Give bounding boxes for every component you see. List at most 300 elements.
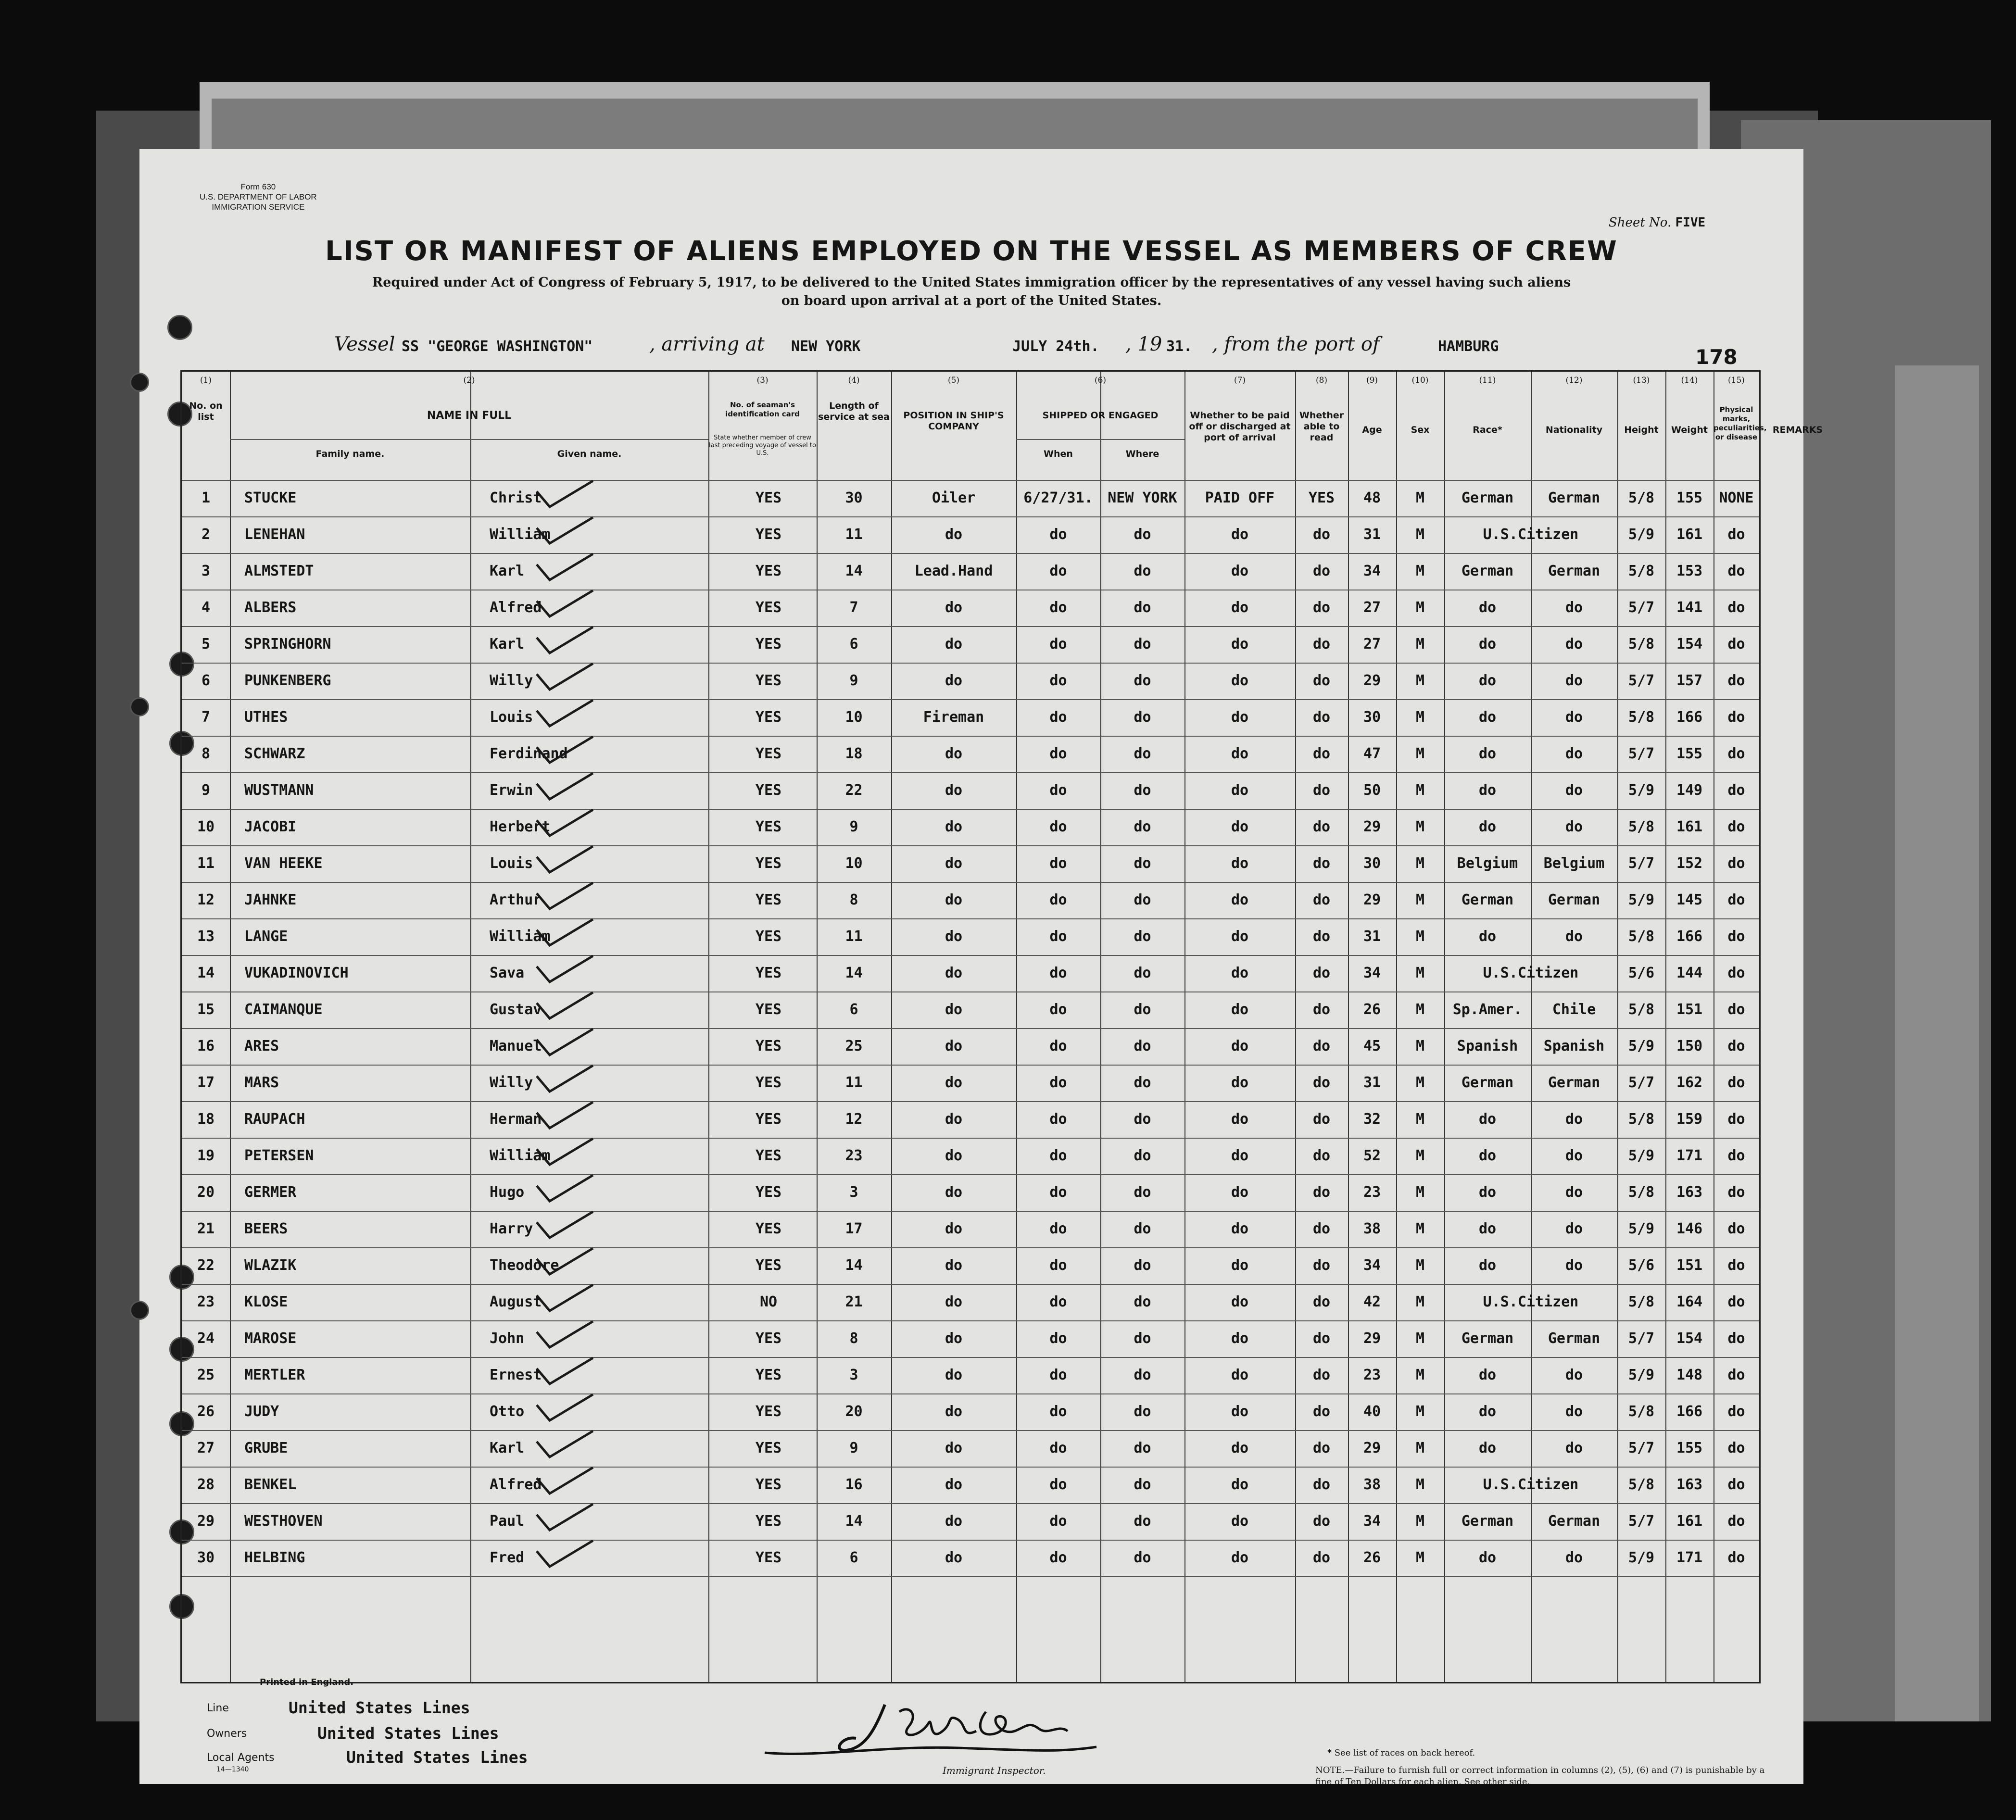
able-to-read-cell: do (1312, 1074, 1331, 1091)
nationality-cell: do (1565, 636, 1583, 653)
position-cell: do (945, 1293, 963, 1310)
height-cell: 5/7 (1628, 672, 1655, 689)
seaman-card-cell: YES (755, 965, 782, 981)
table-row (182, 1028, 1759, 1065)
shipped-where-cell: do (1134, 1476, 1151, 1493)
given-name-cell: Karl (490, 563, 525, 579)
seaman-card-cell: YES (755, 490, 782, 506)
height-cell: 5/8 (1628, 1476, 1655, 1493)
shipped-where-cell: do (1134, 891, 1151, 908)
header-height: Height (1624, 425, 1659, 435)
shipped-when-cell: do (1049, 1111, 1067, 1128)
position-cell: do (945, 1038, 963, 1054)
service-length-cell: 9 (849, 1440, 858, 1456)
family-name-cell: STUCKE (244, 490, 297, 506)
given-name-cell: Herbert (490, 818, 551, 835)
height-cell: 5/8 (1628, 928, 1655, 945)
table-row (182, 626, 1759, 663)
service-length-cell: 8 (849, 891, 858, 908)
service-length-cell: 20 (845, 1403, 863, 1420)
given-name-cell: Gustav (490, 1001, 542, 1018)
given-name-cell: Manuel (490, 1038, 542, 1054)
able-to-read-cell: do (1312, 1476, 1331, 1493)
able-to-read-cell: do (1312, 1038, 1331, 1054)
nationality-cell: do (1565, 928, 1583, 945)
paid-off-cell: do (1231, 1111, 1249, 1128)
column-number: (4) (848, 376, 860, 385)
table-row (182, 1138, 1759, 1174)
age-cell: 47 (1363, 745, 1381, 762)
height-cell: 5/8 (1628, 490, 1655, 506)
service-length-cell: 3 (849, 1367, 858, 1383)
shipped-when-cell: do (1049, 1367, 1067, 1383)
position-cell: do (945, 782, 963, 799)
able-to-read-cell: do (1312, 1403, 1331, 1420)
sex-cell: M (1415, 1330, 1425, 1347)
weight-cell: 155 (1676, 490, 1703, 506)
age-cell: 30 (1363, 855, 1381, 872)
race-cell: U.S.Citizen (1483, 1293, 1579, 1310)
weight-cell: 162 (1676, 1074, 1703, 1091)
able-to-read-cell: do (1312, 745, 1331, 762)
row-divider (182, 1576, 1759, 1577)
able-to-read-cell: do (1312, 1257, 1331, 1274)
paid-off-cell: do (1231, 965, 1249, 981)
sex-cell: M (1415, 672, 1425, 689)
height-cell: 5/9 (1628, 526, 1655, 543)
age-cell: 34 (1363, 965, 1381, 981)
printed-note: Printed in England. (260, 1677, 354, 1687)
shipped-when-cell: do (1049, 745, 1067, 762)
shipped-where-cell: do (1134, 1403, 1151, 1420)
service-length-cell: 30 (845, 490, 863, 506)
age-cell: 23 (1363, 1367, 1381, 1383)
given-name-cell: Theodore (490, 1257, 559, 1274)
shipped-when-cell: do (1049, 709, 1067, 726)
able-to-read-cell: do (1312, 526, 1331, 543)
able-to-read-cell: do (1312, 1001, 1331, 1018)
height-cell: 5/9 (1628, 1367, 1655, 1383)
sex-cell: M (1415, 1257, 1425, 1274)
row-number-cell: 7 (201, 709, 211, 726)
paid-off-cell: do (1231, 1038, 1249, 1054)
paid-off-cell: do (1231, 1330, 1249, 1347)
race-cell: do (1478, 599, 1497, 616)
race-cell: do (1478, 1220, 1497, 1237)
weight-cell: 161 (1676, 1513, 1703, 1530)
race-cell: do (1478, 1440, 1497, 1456)
height-cell: 5/7 (1628, 1330, 1655, 1347)
weight-cell: 155 (1676, 745, 1703, 762)
family-name-cell: JAHNKE (244, 891, 297, 908)
family-name-cell: WESTHOVEN (244, 1513, 323, 1530)
seaman-card-cell: YES (755, 782, 782, 799)
position-cell: do (945, 965, 963, 981)
column-number: (12) (1565, 376, 1583, 385)
height-cell: 5/7 (1628, 599, 1655, 616)
header-paid-off: Whether to be paid off or discharged at port of arrival (1189, 410, 1291, 443)
year-prefix: , 19 (1125, 333, 1162, 355)
column-number: (5) (947, 376, 960, 385)
height-cell: 5/8 (1628, 1403, 1655, 1420)
sex-cell: M (1415, 709, 1425, 726)
shipped-where-cell: do (1134, 1111, 1151, 1128)
shipped-when-cell: do (1049, 1147, 1067, 1164)
family-name-cell: ALBERS (244, 599, 297, 616)
height-cell: 5/8 (1628, 1184, 1655, 1201)
shipped-when-cell: do (1049, 1293, 1067, 1310)
given-name-cell: William (490, 1147, 551, 1164)
family-name-cell: BENKEL (244, 1476, 297, 1493)
seaman-card-cell: YES (755, 745, 782, 762)
sex-cell: M (1415, 1147, 1425, 1164)
agents-label: Local Agents (207, 1752, 275, 1764)
age-cell: 31 (1363, 928, 1381, 945)
physical-marks-cell: do (1727, 1257, 1745, 1274)
column-number: (3) (756, 376, 769, 385)
physical-marks-cell: do (1727, 636, 1745, 653)
weight-cell: 151 (1676, 1257, 1703, 1274)
header-marks: Physical marks, peculiarities, or disease (1714, 405, 1767, 441)
position-cell: do (945, 1367, 963, 1383)
physical-marks-cell: do (1727, 1440, 1745, 1456)
given-name-cell: Ferdinand (490, 745, 568, 762)
column-number: (2) (463, 376, 475, 385)
given-name-cell: Louis (490, 709, 533, 726)
shipped-where-cell: do (1134, 745, 1151, 762)
physical-marks-cell: do (1727, 1513, 1745, 1530)
sex-cell: M (1415, 1513, 1425, 1530)
position-cell: do (945, 1330, 963, 1347)
weight-cell: 163 (1676, 1476, 1703, 1493)
race-cell: Spanish (1457, 1038, 1518, 1054)
family-name-cell: VAN HEEKE (244, 855, 323, 872)
race-cell: do (1478, 1549, 1497, 1566)
arrival-year: 31. (1166, 338, 1193, 355)
arrival-port: NEW YORK (791, 338, 861, 355)
column-number: (1) (200, 376, 212, 385)
race-cell: do (1478, 1257, 1497, 1274)
sex-cell: M (1415, 1184, 1425, 1201)
weight-cell: 166 (1676, 928, 1703, 945)
header-where: Where (1125, 449, 1159, 459)
shipped-when-cell: do (1049, 526, 1067, 543)
column-number: (10) (1411, 376, 1429, 385)
position-cell: do (945, 855, 963, 872)
position-cell: do (945, 1111, 963, 1128)
table-row (182, 1065, 1759, 1101)
height-cell: 5/6 (1628, 1257, 1655, 1274)
races-note: * See list of races on back hereof. (1327, 1748, 1475, 1758)
physical-marks-cell: do (1727, 1367, 1745, 1383)
age-cell: 23 (1363, 1184, 1381, 1201)
race-cell: German (1461, 1074, 1514, 1091)
sex-cell: M (1415, 1367, 1425, 1383)
given-name-cell: William (490, 928, 551, 945)
seaman-card-cell: YES (755, 1403, 782, 1420)
able-to-read-cell: do (1312, 563, 1331, 579)
position-cell: Fireman (923, 709, 984, 726)
paid-off-cell: do (1231, 1549, 1249, 1566)
department-name: U.S. DEPARTMENT OF LABOR (200, 192, 317, 201)
able-to-read-cell: YES (1308, 490, 1335, 506)
paid-off-cell: do (1231, 1074, 1249, 1091)
physical-marks-cell: do (1727, 928, 1745, 945)
row-number-cell: 1 (201, 490, 211, 506)
family-name-cell: SCHWARZ (244, 745, 305, 762)
sex-cell: M (1415, 526, 1425, 543)
vessel-name: SS "GEORGE WASHINGTON" (402, 338, 593, 355)
height-cell: 5/9 (1628, 1038, 1655, 1054)
age-cell: 26 (1363, 1001, 1381, 1018)
physical-marks-cell: do (1727, 1074, 1745, 1091)
physical-marks-cell: do (1727, 891, 1745, 908)
family-name-cell: MARS (244, 1074, 279, 1091)
family-name-cell: UTHES (244, 709, 288, 726)
race-cell: do (1478, 928, 1497, 945)
able-to-read-cell: do (1312, 818, 1331, 835)
height-cell: 5/8 (1628, 1001, 1655, 1018)
weight-cell: 145 (1676, 891, 1703, 908)
able-to-read-cell: do (1312, 855, 1331, 872)
given-name-cell: Hugo (490, 1184, 525, 1201)
row-number-cell: 21 (197, 1220, 215, 1237)
seaman-card-cell: YES (755, 1038, 782, 1054)
seaman-card-cell: YES (755, 672, 782, 689)
paid-off-cell: do (1231, 1513, 1249, 1530)
service-length-cell: 10 (845, 855, 863, 872)
seaman-card-cell: YES (755, 1001, 782, 1018)
row-number-cell: 5 (201, 636, 211, 653)
service-length-cell: 14 (845, 563, 863, 579)
physical-marks-cell: do (1727, 526, 1745, 543)
table-row (182, 1430, 1759, 1467)
owners-value: United States Lines (317, 1724, 499, 1743)
shipped-where-cell: do (1134, 965, 1151, 981)
race-cell: U.S.Citizen (1483, 526, 1579, 543)
seaman-card-cell: YES (755, 563, 782, 579)
family-name-cell: PETERSEN (244, 1147, 314, 1164)
sex-cell: M (1415, 1038, 1425, 1054)
given-name-cell: John (490, 1330, 525, 1347)
seaman-card-cell: YES (755, 1257, 782, 1274)
seaman-card-cell: YES (755, 928, 782, 945)
row-number-cell: 27 (197, 1440, 215, 1456)
physical-marks-cell: do (1727, 1038, 1745, 1054)
column-number: (6) (1094, 376, 1107, 385)
header-position: POSITION IN SHIP'S COMPANY (903, 410, 1004, 432)
row-number-cell: 20 (197, 1184, 215, 1201)
shipped-when-cell: do (1049, 1476, 1067, 1493)
age-cell: 27 (1363, 636, 1381, 653)
row-number-cell: 22 (197, 1257, 215, 1274)
physical-marks-cell: do (1727, 1220, 1745, 1237)
given-name-cell: Fred (490, 1549, 525, 1566)
shipped-where-cell: do (1134, 1220, 1151, 1237)
service-length-cell: 9 (849, 818, 858, 835)
weight-cell: 164 (1676, 1293, 1703, 1310)
race-cell: German (1461, 490, 1514, 506)
nationality-cell: German (1548, 1513, 1600, 1530)
shipped-when-cell: do (1049, 1513, 1067, 1530)
position-cell: do (945, 1147, 963, 1164)
service-name: IMMIGRATION SERVICE (212, 202, 305, 212)
able-to-read-cell: do (1312, 965, 1331, 981)
physical-marks-cell: do (1727, 1147, 1745, 1164)
seaman-card-cell: YES (755, 1440, 782, 1456)
family-name-cell: LENEHAN (244, 526, 305, 543)
given-name-cell: Christ (490, 490, 542, 506)
header-shipped: SHIPPED OR ENGAGED (1042, 410, 1159, 421)
column-number: (14) (1681, 376, 1698, 385)
age-cell: 27 (1363, 599, 1381, 616)
race-cell: do (1478, 1111, 1497, 1128)
row-number-cell: 18 (197, 1111, 215, 1128)
header-race: Race* (1473, 425, 1502, 435)
nationality-cell: do (1565, 1257, 1583, 1274)
row-number-cell: 8 (201, 745, 211, 762)
family-name-cell: GRUBE (244, 1440, 288, 1456)
paid-off-cell: do (1231, 1367, 1249, 1383)
table-row (182, 516, 1759, 553)
nationality-cell: do (1565, 818, 1583, 835)
nationality-cell: do (1565, 1147, 1583, 1164)
nationality-cell: German (1548, 891, 1600, 908)
seaman-card-cell: YES (755, 1184, 782, 1201)
table-row (182, 590, 1759, 626)
age-cell: 38 (1363, 1220, 1381, 1237)
physical-marks-cell: do (1727, 782, 1745, 799)
line-label: Line (207, 1702, 229, 1714)
nationality-cell: do (1565, 745, 1583, 762)
able-to-read-cell: do (1312, 1367, 1331, 1383)
weight-cell: 166 (1676, 709, 1703, 726)
height-cell: 5/7 (1628, 745, 1655, 762)
table-row (182, 1357, 1759, 1393)
service-length-cell: 16 (845, 1476, 863, 1493)
sex-cell: M (1415, 965, 1425, 981)
row-number-cell: 3 (201, 563, 211, 579)
table-row (182, 699, 1759, 736)
age-cell: 40 (1363, 1403, 1381, 1420)
able-to-read-cell: do (1312, 636, 1331, 653)
paid-off-cell: do (1231, 563, 1249, 579)
sex-cell: M (1415, 1476, 1425, 1493)
sex-cell: M (1415, 563, 1425, 579)
form-identifier (200, 182, 317, 212)
given-name-cell: Harry (490, 1220, 533, 1237)
nationality-cell: German (1548, 490, 1600, 506)
table-row (182, 736, 1759, 772)
shipped-when-cell: do (1049, 855, 1067, 872)
row-number-cell: 26 (197, 1403, 215, 1420)
family-name-cell: SPRINGHORN (244, 636, 331, 653)
inspector-label: Immigrant Inspector. (943, 1765, 1046, 1776)
table-row (182, 1503, 1759, 1540)
nationality-cell: do (1565, 1184, 1583, 1201)
able-to-read-cell: do (1312, 891, 1331, 908)
seaman-card-cell: YES (755, 818, 782, 835)
paid-off-cell: do (1231, 1220, 1249, 1237)
sex-cell: M (1415, 1111, 1425, 1128)
physical-marks-cell: do (1727, 672, 1745, 689)
age-cell: 30 (1363, 709, 1381, 726)
header-read: Whether able to read (1299, 410, 1344, 443)
position-cell: do (945, 1549, 963, 1566)
agents-value: United States Lines (346, 1748, 528, 1767)
table-row (182, 480, 1759, 516)
paid-off-cell: do (1231, 1293, 1249, 1310)
shipped-where-cell: do (1134, 928, 1151, 945)
table-row (182, 772, 1759, 809)
paid-off-cell: do (1231, 672, 1249, 689)
position-cell: do (945, 891, 963, 908)
able-to-read-cell: do (1312, 1220, 1331, 1237)
row-number-cell: 24 (197, 1330, 215, 1347)
race-cell: do (1478, 672, 1497, 689)
header-name: NAME IN FULL (427, 410, 512, 422)
family-name-cell: HELBING (244, 1549, 305, 1566)
shipped-where-cell: do (1134, 1257, 1151, 1274)
sex-cell: M (1415, 1293, 1425, 1310)
height-cell: 5/7 (1628, 1440, 1655, 1456)
height-cell: 5/7 (1628, 1074, 1655, 1091)
race-cell: do (1478, 1147, 1497, 1164)
sex-cell: M (1415, 1001, 1425, 1018)
position-cell: Lead.Hand (914, 563, 993, 579)
given-name-cell: Ernest (490, 1367, 542, 1383)
race-cell: U.S.Citizen (1483, 965, 1579, 981)
seaman-card-cell: YES (755, 599, 782, 616)
table-row (182, 1101, 1759, 1138)
page-number: 178 (1695, 345, 1738, 369)
column-number: (15) (1728, 376, 1745, 385)
given-name-cell: Paul (490, 1513, 525, 1530)
position-cell: do (945, 745, 963, 762)
header-seaman-card: No. of seaman's identification card (725, 401, 800, 418)
shipped-where-cell: do (1134, 1038, 1151, 1054)
height-cell: 5/8 (1628, 1293, 1655, 1310)
race-cell: do (1478, 818, 1497, 835)
sex-cell: M (1415, 599, 1425, 616)
given-name-cell: Otto (490, 1403, 525, 1420)
shipped-where-cell: do (1134, 855, 1151, 872)
header-no: No. on list (189, 401, 223, 422)
row-divider (230, 439, 708, 440)
nationality-cell: do (1565, 1403, 1583, 1420)
race-cell: do (1478, 1367, 1497, 1383)
age-cell: 31 (1363, 526, 1381, 543)
sex-cell: M (1415, 1549, 1425, 1566)
service-length-cell: 21 (845, 1293, 863, 1310)
shipped-where-cell: do (1134, 1074, 1151, 1091)
family-name-cell: VUKADINOVICH (244, 965, 349, 981)
height-cell: 5/7 (1628, 855, 1655, 872)
header-sex: Sex (1411, 425, 1430, 435)
family-name-cell: KLOSE (244, 1293, 288, 1310)
service-length-cell: 11 (845, 1074, 863, 1091)
nationality-cell: Chile (1552, 1001, 1596, 1018)
able-to-read-cell: do (1312, 1513, 1331, 1530)
physical-marks-cell: do (1727, 1293, 1745, 1310)
row-number-cell: 11 (197, 855, 215, 872)
shipped-where-cell: do (1134, 709, 1151, 726)
age-cell: 34 (1363, 563, 1381, 579)
height-cell: 5/9 (1628, 1549, 1655, 1566)
penalty-note: NOTE.—Failure to furnish full or correct information in columns (2), (5), (6) and (7) is punishable by a fine of Ten Dollars for each alien. See other side. (1315, 1765, 1765, 1787)
weight-cell: 146 (1676, 1220, 1703, 1237)
shipped-when-cell: do (1049, 965, 1067, 981)
